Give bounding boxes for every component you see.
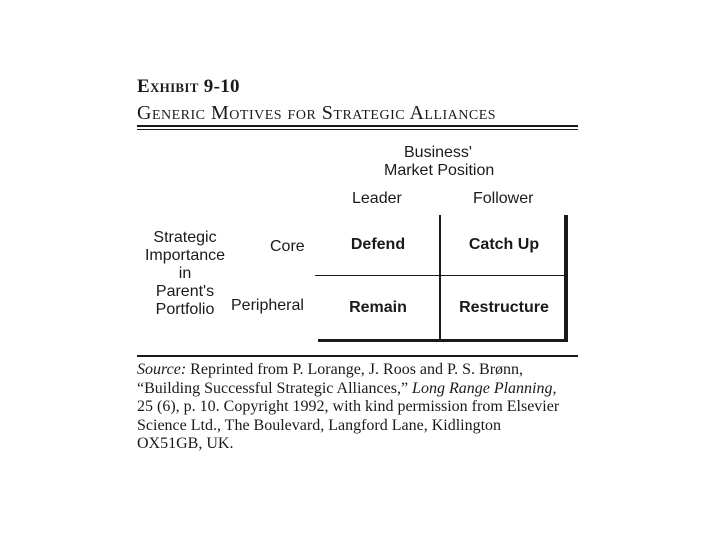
cell-core-follower: Catch Up xyxy=(468,236,540,253)
matrix-vertical-divider xyxy=(439,215,441,342)
cell-peripheral-follower: Restructure xyxy=(459,299,549,316)
source-article-title: “Building Successful Strategic Alliances,” xyxy=(137,379,409,397)
exhibit-title: Generic Motives for Strategic Alliances xyxy=(137,102,497,124)
row-header-core: Core xyxy=(270,238,305,255)
matrix-right-border xyxy=(564,215,568,342)
source-line: OX51GB, UK. xyxy=(137,435,234,452)
source-note xyxy=(137,361,569,454)
row-axis-title-line: Importance xyxy=(144,247,226,264)
title-rule-thick xyxy=(137,125,578,127)
row-axis-title xyxy=(140,229,230,319)
title-rule-thin xyxy=(137,129,578,130)
source-citation-authors: Reprinted from P. Lorange, J. Roos and P. S. Brønn, xyxy=(186,361,524,378)
source-label: Source: xyxy=(137,361,187,378)
matrix-bottom-border xyxy=(318,339,568,342)
column-header-leader: Leader xyxy=(352,190,402,207)
row-axis-title-line: Strategic xyxy=(153,229,217,246)
source-line: 25 (6), p. 10. Copyright 1992, with kind permission from Elsevier xyxy=(137,398,560,415)
source-journal: Long Range Planning, xyxy=(412,379,557,397)
cell-core-leader: Defend xyxy=(350,236,406,253)
source-line xyxy=(137,361,569,380)
row-axis-title-line: in xyxy=(178,265,192,282)
source-line: Science Ltd., The Boulevard, Langford Lane, Kidlington xyxy=(137,416,502,434)
row-axis-title-line: Portfolio xyxy=(155,301,215,318)
exhibit-label: Exhibit 9-10 xyxy=(137,76,240,97)
column-header-follower: Follower xyxy=(473,190,534,207)
column-axis-title-line-2: Market Position xyxy=(384,162,495,179)
source-rule xyxy=(137,355,578,357)
cell-peripheral-leader: Remain xyxy=(349,299,407,316)
column-axis-title-line-1: Business' xyxy=(404,144,472,161)
source-line xyxy=(137,380,569,399)
matrix-horizontal-divider xyxy=(315,275,566,276)
row-header-peripheral: Peripheral xyxy=(231,297,304,314)
row-axis-title-line: Parent's xyxy=(155,283,215,300)
